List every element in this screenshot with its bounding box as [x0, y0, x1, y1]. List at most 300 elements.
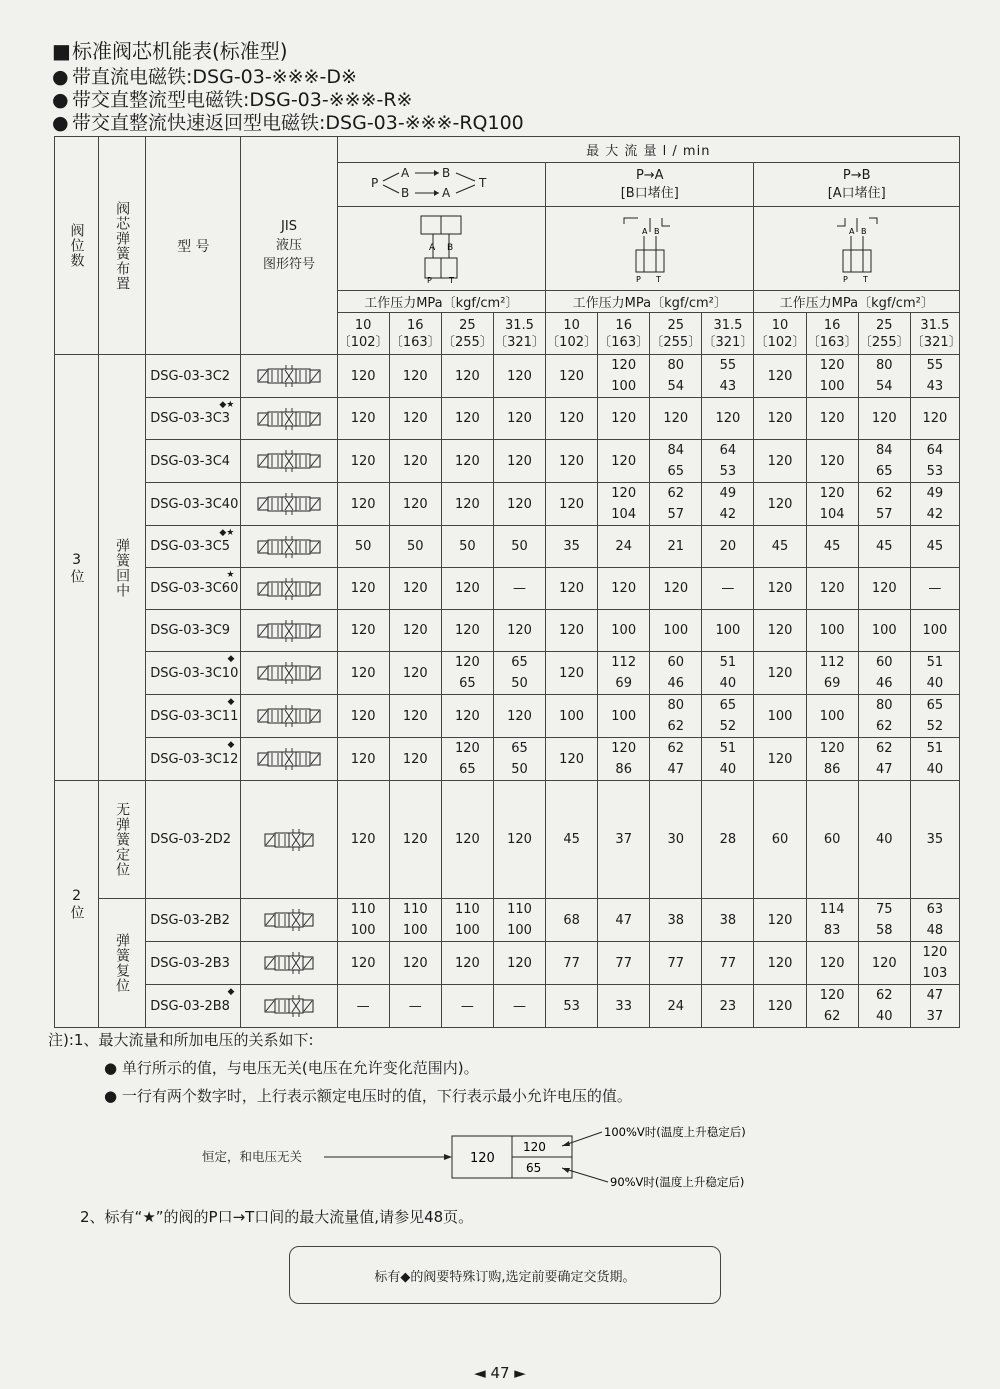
model-name: DSG-03-2D2 — [150, 832, 231, 847]
flow-value-cell: 30 — [650, 781, 702, 899]
flow-value-cell: 100 — [754, 695, 806, 738]
flow-value-cell: 120 — [754, 899, 806, 942]
pressure-col-header: 31.5 〔321〕 — [702, 313, 754, 355]
jis-symbol-cell — [241, 568, 337, 610]
flow-value-cell: 84 65 — [650, 440, 702, 483]
flow-value-cell: 62 57 — [650, 483, 702, 526]
flow-value-cell: 120 — [754, 610, 806, 652]
flow-test-symbol-3 — [754, 207, 960, 291]
flow-value-cell: 120 65 — [441, 652, 493, 695]
model-name: DSG-03-3C60 — [150, 581, 239, 596]
flow-value-cell: 80 54 — [858, 355, 910, 398]
top-value: 120 — [523, 1140, 546, 1154]
bullet-icon: ● — [104, 1087, 122, 1105]
table-row — [55, 942, 960, 985]
flow-value-cell: 120 — [546, 355, 598, 398]
flow-value-cell: 20 — [702, 526, 754, 568]
valve-symbol-icon — [252, 449, 326, 473]
flow-value-cell: 120 — [389, 483, 441, 526]
flow-value-cell: 21 — [650, 526, 702, 568]
flow-value-cell: 100 — [806, 610, 858, 652]
flow-value-cell: 110 100 — [337, 899, 389, 942]
svg-text:T: T — [862, 274, 868, 284]
flow-value-cell: 75 58 — [858, 899, 910, 942]
flow-value-cell: 120 — [389, 568, 441, 610]
flow-value-cell: 120 — [389, 695, 441, 738]
note-bullet-2: ● 一行有两个数字时，上行表示额定电压时的值，下行表示最小允许电压的值。 — [104, 1087, 632, 1105]
jis-symbol-cell — [241, 355, 337, 398]
bullet-icon: ● — [52, 112, 69, 134]
flow-value-cell: 47 — [598, 899, 650, 942]
square-bullet-icon: ■ — [52, 39, 71, 63]
flow-value-cell: 64 53 — [910, 440, 959, 483]
flow-value-cell: 35 — [910, 781, 959, 899]
valve-symbol-icon — [252, 747, 326, 771]
flow-value-cell: 120 — [337, 398, 389, 440]
flow-value-cell: 51 40 — [702, 652, 754, 695]
pressure-col-header: 16 〔163〕 — [389, 313, 441, 355]
flow-value-cell: 120 — [441, 781, 493, 899]
flow-value-cell: 120 — [389, 942, 441, 985]
flow-value-cell: 62 47 — [858, 738, 910, 781]
pressure-col-header: 10 〔102〕 — [546, 313, 598, 355]
flow-value-cell: 60 — [806, 781, 858, 899]
svg-text:B: B — [447, 242, 454, 253]
svg-text:T: T — [449, 275, 455, 284]
flow-test-symbol-2 — [546, 207, 754, 291]
svg-text:B: B — [860, 226, 867, 236]
flow-value-cell: 120 103 — [910, 942, 959, 985]
table-row — [55, 355, 960, 398]
flow-value-cell: 45 — [806, 526, 858, 568]
flow-value-cell: 120 — [546, 652, 598, 695]
flow-value-cell: 45 — [754, 526, 806, 568]
constant-label: 恒定，和电压无关 — [202, 1149, 303, 1164]
model-cell — [146, 483, 241, 526]
flow-value-cell: 100 — [598, 610, 650, 652]
flow-value-cell: 65 50 — [493, 652, 545, 695]
model-cell — [146, 610, 241, 652]
pressure-col-header: 25 〔255〕 — [441, 313, 493, 355]
flow-value-cell: 80 62 — [858, 695, 910, 738]
svg-text:A: A — [429, 242, 436, 253]
bullet-icon: ● — [104, 1059, 122, 1077]
flow-value-cell: — — [493, 568, 545, 610]
header-symbol: JIS 液压 图形符号 — [241, 137, 337, 355]
flow-value-cell: 110 100 — [389, 899, 441, 942]
flow-value-cell: 49 42 — [702, 483, 754, 526]
svg-text:P: P — [635, 274, 641, 284]
jis-symbol-cell — [241, 526, 337, 568]
flow-value-cell: 45 — [546, 781, 598, 899]
flow-path-diagram — [337, 163, 545, 207]
flow-value-cell: 120 — [754, 398, 806, 440]
flow-test-symbol-1 — [337, 207, 545, 291]
svg-text:P: P — [842, 274, 848, 284]
svg-text:A: A — [848, 226, 855, 236]
header-spring: 阀芯弹簧布置 — [99, 137, 146, 355]
jis-symbol-cell — [241, 738, 337, 781]
flow-value-cell: 120 — [441, 440, 493, 483]
pressure-col-header: 31.5 〔321〕 — [493, 313, 545, 355]
flow-value-cell: 120 — [650, 398, 702, 440]
flow-value-cell: 53 — [546, 985, 598, 1028]
flow-value-cell: 120 — [337, 942, 389, 985]
table-row — [55, 781, 960, 899]
flow-value-cell: 51 40 — [910, 652, 959, 695]
model-name: DSG-03-2B2 — [150, 912, 230, 928]
flow-value-cell: 120 62 — [806, 985, 858, 1028]
flow-value-cell: 120 — [754, 355, 806, 398]
model-cell — [146, 738, 241, 781]
flow-value-cell: 120 — [598, 398, 650, 440]
flow-value-cell: 120 — [546, 610, 598, 652]
flow-value-cell: 77 — [702, 942, 754, 985]
flow-value-cell: 120 — [754, 942, 806, 985]
page-number: ◄ 47 ► — [474, 1364, 526, 1382]
jis-symbol-cell — [241, 985, 337, 1028]
flow-value-cell: 60 46 — [650, 652, 702, 695]
flow-value-cell: 62 57 — [858, 483, 910, 526]
flow-value-cell: 100 — [546, 695, 598, 738]
flow-value-cell: 120 — [806, 568, 858, 610]
flow-value-cell: 38 — [702, 899, 754, 942]
bottom-value: 65 — [526, 1161, 542, 1175]
flow-value-cell: 45 — [858, 526, 910, 568]
model-name: DSG-03-3C5 — [150, 539, 231, 554]
valve-symbol-icon — [252, 407, 326, 431]
valve-symbol-icon — [252, 577, 326, 601]
flow-value-cell: 120 — [389, 738, 441, 781]
valve-symbol-icon — [252, 994, 326, 1018]
flow-value-cell: 120 — [546, 738, 598, 781]
valve-symbol-icon — [252, 492, 326, 516]
flow-value-cell: 60 46 — [858, 652, 910, 695]
jis-symbol-cell — [241, 483, 337, 526]
flow-value-cell: 120 — [858, 398, 910, 440]
valve-symbol-icon — [252, 828, 326, 852]
flow-value-cell: 120 — [806, 942, 858, 985]
top-value-label: 100%V时(温度上升稳定后) — [604, 1125, 746, 1139]
flow-value-cell: 24 — [598, 526, 650, 568]
jis-symbol-cell — [241, 652, 337, 695]
flow-value-cell: 120 — [754, 652, 806, 695]
valve-test-symbol-icon — [411, 210, 471, 284]
header-positions: 阀位数 — [55, 137, 99, 355]
header-line-3: ● 带交直整流快速返回型电磁铁:DSG-03-※※※-RQ100 — [52, 112, 524, 134]
jis-symbol-cell — [241, 695, 337, 738]
pressure-col-header: 25 〔255〕 — [650, 313, 702, 355]
model-name: DSG-03-3C9 — [150, 623, 231, 638]
header-line-2: ● 带交直整流型电磁铁:DSG-03-※※※-R※ — [52, 89, 413, 111]
flow-value-cell: 120 — [754, 568, 806, 610]
flow-value-cell: 51 40 — [702, 738, 754, 781]
notes-section — [48, 1026, 632, 1110]
flow-value-cell: 110 100 — [441, 899, 493, 942]
jis-symbol-cell — [241, 610, 337, 652]
flow-value-cell: 65 50 — [493, 738, 545, 781]
flow-value-cell: 77 — [546, 942, 598, 985]
flow-value-cell: 120 — [702, 398, 754, 440]
group-p-to-a: P→A [B口堵住] — [546, 163, 754, 207]
flow-value-cell: 120 86 — [598, 738, 650, 781]
pressure-col-header: 16 〔163〕 — [806, 313, 858, 355]
special-mark: ◆ — [227, 987, 235, 997]
flow-value-cell: 120 — [910, 398, 959, 440]
flow-value-cell: 120 100 — [598, 355, 650, 398]
special-mark: ◆★ — [219, 400, 235, 410]
flow-value-cell: 63 48 — [910, 899, 959, 942]
flow-value-cell: 120 — [650, 568, 702, 610]
flow-value-cell: — — [389, 985, 441, 1028]
model-cell — [146, 568, 241, 610]
flow-value-cell: 120 — [389, 652, 441, 695]
spring-arrangement-return: 弹簧复位 — [99, 899, 146, 1028]
flow-value-cell: — — [493, 985, 545, 1028]
valve-test-symbol-icon — [817, 210, 897, 284]
jis-symbol-cell — [241, 398, 337, 440]
pressure-label-2: 工作压力MPa〔kgf/cm²〕 — [546, 291, 754, 313]
model-name: DSG-03-3C2 — [150, 368, 231, 384]
flow-value-cell: 40 — [858, 781, 910, 899]
special-mark: ◆ — [227, 654, 235, 664]
flow-value-cell: 80 62 — [650, 695, 702, 738]
flow-value-cell: 100 — [858, 610, 910, 652]
table-row — [55, 985, 960, 1028]
pressure-label-1: 工作压力MPa〔kgf/cm²〕 — [337, 291, 545, 313]
header-line-1: ● 带直流电磁铁:DSG-03-※※※-D※ — [52, 66, 357, 88]
svg-text:P: P — [371, 175, 379, 190]
flow-value-cell: — — [441, 985, 493, 1028]
model-name: DSG-03-3C4 — [150, 453, 231, 469]
flow-value-cell: 120 — [546, 398, 598, 440]
flow-value-cell: 120 — [441, 483, 493, 526]
flow-value-cell: 62 47 — [650, 738, 702, 781]
flow-value-cell: 100 — [598, 695, 650, 738]
special-order-note: 标有◆的阀要特殊订购,选定前要确定交货期。 — [289, 1246, 721, 1304]
flow-value-cell: 65 52 — [702, 695, 754, 738]
single-value: 120 — [470, 1151, 495, 1166]
flow-value-cell: 55 43 — [910, 355, 959, 398]
model-name: DSG-03-3C12 — [150, 751, 239, 767]
model-cell — [146, 440, 241, 483]
special-mark: ◆ — [227, 697, 235, 707]
valve-symbol-icon — [252, 704, 326, 728]
flow-value-cell: 120 — [858, 568, 910, 610]
flow-value-cell: 120 — [337, 568, 389, 610]
flow-value-cell: 120 — [337, 652, 389, 695]
flow-value-cell: 120 — [493, 781, 545, 899]
flow-value-cell: 120 — [754, 985, 806, 1028]
svg-text:B: B — [442, 165, 451, 180]
flow-value-cell: 77 — [598, 942, 650, 985]
jis-symbol-cell — [241, 781, 337, 899]
page-title: ■标准阀芯机能表(标准型) — [52, 39, 288, 63]
valve-symbol-icon — [252, 661, 326, 685]
model-name: DSG-03-3C3 — [150, 411, 231, 426]
voltage-relation-diagram — [190, 1124, 810, 1194]
flow-value-cell: 50 — [389, 526, 441, 568]
special-mark: ◆ — [227, 740, 235, 750]
model-name: DSG-03-2B3 — [150, 955, 230, 971]
header-model: 型 号 — [146, 137, 241, 355]
pressure-col-header: 16 〔163〕 — [598, 313, 650, 355]
svg-text:P: P — [427, 275, 433, 284]
flow-value-cell: 120 65 — [441, 738, 493, 781]
flow-value-cell: 38 — [650, 899, 702, 942]
flow-value-cell: 120 — [493, 695, 545, 738]
flow-value-cell: 65 52 — [910, 695, 959, 738]
model-cell — [146, 526, 241, 568]
flow-value-cell: 24 — [650, 985, 702, 1028]
flow-value-cell: 120 — [441, 610, 493, 652]
flow-value-cell: 120 — [337, 610, 389, 652]
flow-value-cell: 120 — [389, 781, 441, 899]
jis-symbol-cell — [241, 440, 337, 483]
table-row — [55, 652, 960, 695]
model-cell — [146, 781, 241, 899]
pressure-col-header: 25 〔255〕 — [858, 313, 910, 355]
table-row — [55, 483, 960, 526]
flow-value-cell: 114 83 — [806, 899, 858, 942]
svg-text:A: A — [442, 185, 451, 200]
flow-value-cell: 120 — [337, 695, 389, 738]
table-row — [55, 398, 960, 440]
flow-value-cell: 120 — [441, 355, 493, 398]
flow-value-cell: 35 — [546, 526, 598, 568]
flow-value-cell: 120 — [337, 781, 389, 899]
special-mark: ★ — [226, 570, 235, 580]
note-2: 2、标有“★”的阀的P口→T口间的最大流量值,请参见48页。 — [80, 1208, 474, 1226]
flow-value-cell: 33 — [598, 985, 650, 1028]
flow-value-cell: 62 40 — [858, 985, 910, 1028]
flow-value-cell: 120 — [546, 483, 598, 526]
flow-path-icon — [341, 165, 541, 201]
flow-value-cell: 120 — [598, 568, 650, 610]
spring-arrangement-center: 弹簧回中 — [99, 355, 146, 781]
model-cell — [146, 985, 241, 1028]
flow-value-cell: 23 — [702, 985, 754, 1028]
flow-value-cell: 120 — [493, 398, 545, 440]
flow-value-cell: 120 — [493, 610, 545, 652]
flow-value-cell: 120 — [546, 568, 598, 610]
flow-value-cell: 112 69 — [598, 652, 650, 695]
flow-value-cell: 120 — [337, 355, 389, 398]
flow-value-cell: 110 100 — [493, 899, 545, 942]
flow-value-cell: 112 69 — [806, 652, 858, 695]
flow-value-cell: 77 — [650, 942, 702, 985]
valve-symbol-icon — [252, 951, 326, 975]
header-max-flow: 最 大 流 量 l / min — [337, 137, 959, 163]
flow-value-cell: 100 — [910, 610, 959, 652]
flow-value-cell: 120 — [441, 695, 493, 738]
flow-value-cell: 120 — [493, 355, 545, 398]
model-name: DSG-03-2B8 — [150, 998, 230, 1014]
model-cell — [146, 355, 241, 398]
valve-test-symbol-icon — [610, 210, 690, 284]
jis-symbol-cell — [241, 899, 337, 942]
svg-text:A: A — [641, 226, 648, 236]
flow-value-cell: 49 42 — [910, 483, 959, 526]
position-count-2: 2位 — [55, 781, 99, 1028]
group-p-to-b: P→B [A口堵住] — [754, 163, 960, 207]
model-name: DSG-03-3C10 — [150, 665, 239, 681]
flow-value-cell: 120 — [493, 942, 545, 985]
flow-value-cell: 120 — [441, 568, 493, 610]
valve-symbol-icon — [252, 364, 326, 388]
svg-text:B: B — [401, 185, 410, 200]
model-cell — [146, 695, 241, 738]
table-row — [55, 899, 960, 942]
valve-symbol-icon — [252, 619, 326, 643]
flow-value-cell: 37 — [598, 781, 650, 899]
flow-value-cell: — — [702, 568, 754, 610]
svg-text:B: B — [653, 226, 660, 236]
flow-value-cell: 120 — [441, 398, 493, 440]
flow-value-cell: 120 86 — [806, 738, 858, 781]
flow-value-cell: 120 — [337, 483, 389, 526]
table-row — [55, 440, 960, 483]
model-cell — [146, 398, 241, 440]
pressure-col-header: 10 〔102〕 — [754, 313, 806, 355]
flow-value-cell: 120 — [754, 440, 806, 483]
spool-function-table — [54, 136, 960, 1028]
pressure-col-header: 31.5 〔321〕 — [910, 313, 959, 355]
flow-value-cell: 55 43 — [702, 355, 754, 398]
flow-value-cell: 120 — [493, 483, 545, 526]
flow-value-cell: 120 — [858, 942, 910, 985]
flow-value-cell: 80 54 — [650, 355, 702, 398]
pressure-label-3: 工作压力MPa〔kgf/cm²〕 — [754, 291, 960, 313]
flow-value-cell: 120 — [546, 440, 598, 483]
note-1: 注):1、最大流量和所加电压的关系如下: — [48, 1031, 314, 1049]
note-bullet-1: ● 单行所示的值，与电压无关(电压在允许变化范围内)。 — [104, 1059, 479, 1077]
flow-value-cell: — — [337, 985, 389, 1028]
table-row — [55, 526, 960, 568]
flow-value-cell: 50 — [441, 526, 493, 568]
bullet-icon: ● — [52, 66, 69, 88]
flow-value-cell: 120 — [337, 738, 389, 781]
flow-value-cell: 100 — [806, 695, 858, 738]
flow-value-cell: 120 — [754, 483, 806, 526]
flow-value-cell: 100 — [650, 610, 702, 652]
flow-value-cell: 120 — [598, 440, 650, 483]
table-row — [55, 568, 960, 610]
flow-value-cell: 120 104 — [806, 483, 858, 526]
svg-text:A: A — [401, 165, 410, 180]
flow-value-cell: 45 — [910, 526, 959, 568]
model-cell — [146, 652, 241, 695]
table-row — [55, 610, 960, 652]
svg-text:T: T — [655, 274, 661, 284]
flow-value-cell: 120 — [441, 942, 493, 985]
model-name: DSG-03-3C40 — [150, 496, 239, 512]
flow-value-cell: 120 — [493, 440, 545, 483]
flow-value-cell: 84 65 — [858, 440, 910, 483]
flow-value-cell: 120 100 — [806, 355, 858, 398]
flow-value-cell: 120 — [806, 440, 858, 483]
flow-value-cell: 51 40 — [910, 738, 959, 781]
flow-value-cell: 50 — [493, 526, 545, 568]
flow-value-cell: 120 — [337, 440, 389, 483]
table-row — [55, 695, 960, 738]
flow-value-cell: 120 — [389, 355, 441, 398]
flow-value-cell: 120 — [806, 398, 858, 440]
flow-value-cell: 28 — [702, 781, 754, 899]
special-mark: ◆★ — [219, 528, 235, 538]
flow-value-cell: 100 — [702, 610, 754, 652]
flow-value-cell: 120 104 — [598, 483, 650, 526]
